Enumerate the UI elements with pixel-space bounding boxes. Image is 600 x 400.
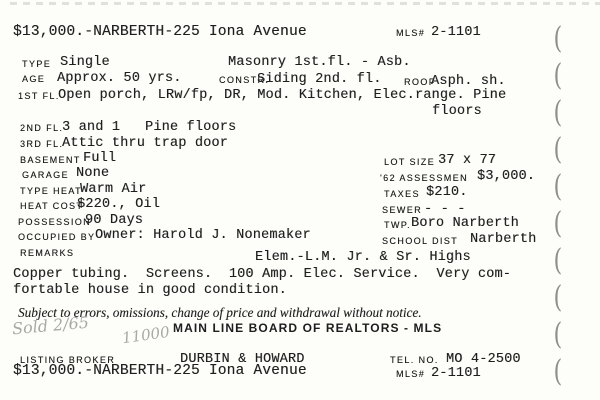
binding-mark-icon: ( bbox=[553, 317, 563, 352]
field-2ndfl-label: 2ND FL. bbox=[20, 123, 64, 133]
header-mls-value: 2-1101 bbox=[431, 25, 481, 40]
field-possession-label: POSSESSION bbox=[18, 217, 92, 227]
binding-mark-icon: ( bbox=[553, 58, 563, 93]
binding-mark-icon: ( bbox=[553, 354, 563, 389]
field-constr-label: CONSTR. bbox=[219, 75, 270, 85]
disclaimer-text: Subject to errors, omissions, change of price and withdrawal without notice. bbox=[18, 305, 422, 320]
field-assessment-label: '62 ASSESSMEN bbox=[380, 173, 468, 183]
field-assessment-value: $3,000. bbox=[477, 169, 536, 184]
field-age-label: AGE bbox=[22, 74, 46, 84]
field-typeheat-label: TYPE HEAT bbox=[20, 186, 82, 196]
header-mls-label: MLS# bbox=[396, 28, 426, 38]
field-schools-line: Elem.-L.M. Jr. & Sr. Highs bbox=[255, 250, 471, 265]
field-schooldist-label: SCHOOL DIST bbox=[382, 236, 459, 246]
handwritten-price-note: 11000 bbox=[120, 322, 171, 348]
listing-broker-label: LISTING BROKER bbox=[20, 355, 116, 365]
field-twp-value: Boro Narberth bbox=[411, 216, 519, 231]
field-sewer-value: - - - bbox=[424, 202, 466, 217]
footer-mls-value: 2-1101 bbox=[431, 366, 481, 381]
field-possession-value: 90 Days bbox=[85, 213, 144, 228]
field-1stfl-label: 1ST FL. bbox=[18, 91, 60, 101]
header-price-address: $13,000.-NARBERTH-225 Iona Avenue bbox=[13, 24, 307, 40]
field-occupiedby-label: OCCUPIED BY bbox=[18, 232, 96, 242]
handwritten-sold-note: Sold 2/65 bbox=[11, 312, 90, 339]
binding-mark-icon: ( bbox=[553, 169, 563, 204]
footer-mls-label: MLS# bbox=[396, 369, 426, 379]
field-lotsize-label: LOT SIZE bbox=[384, 157, 436, 167]
binding-mark-icon: ( bbox=[553, 21, 563, 56]
field-type-value: Single bbox=[60, 55, 110, 70]
field-taxes-label: TAXES bbox=[384, 189, 420, 199]
binding-mark-icon: ( bbox=[553, 280, 563, 315]
board-of-realtors-line: MAIN LINE BOARD OF REALTORS - MLS bbox=[173, 321, 443, 335]
binding-mark-icon: ( bbox=[553, 206, 563, 241]
field-basement-value: Full bbox=[83, 151, 117, 166]
field-roof-value: Asph. sh. bbox=[431, 74, 506, 89]
field-roof-label: ROOF bbox=[404, 77, 436, 87]
field-heatcost-value: $220., Oil bbox=[77, 197, 161, 212]
field-occupiedby-value: Owner: Harold J. Nonemaker bbox=[95, 228, 311, 243]
listing-broker-value: DURBIN & HOWARD bbox=[180, 352, 305, 367]
field-sewer-label: SEWER bbox=[382, 205, 423, 215]
field-age-value: Approx. 50 yrs. bbox=[57, 71, 182, 86]
field-3rdfl-value: Attic thru trap door bbox=[62, 136, 229, 151]
field-remarks-label: REMARKS bbox=[20, 248, 75, 258]
binding-mark-icon: ( bbox=[553, 132, 563, 167]
tel-no-value: MO 4-2500 bbox=[446, 352, 521, 367]
tel-no-label: TEL. NO. bbox=[390, 355, 439, 365]
field-taxes-value: $210. bbox=[426, 185, 468, 200]
field-typeheat-value: Warm Air bbox=[80, 182, 147, 197]
field-2ndfl-value: 3 and 1 Pine floors bbox=[62, 120, 237, 135]
field-type-label: TYPE bbox=[22, 59, 52, 69]
remarks-line2: fortable house in good condition. bbox=[13, 283, 287, 298]
field-lotsize-value: 37 x 77 bbox=[438, 153, 497, 168]
field-garage-label: GARAGE bbox=[22, 170, 69, 180]
perforation-edge bbox=[10, 2, 600, 5]
remarks-line1: Copper tubing. Screens. 100 Amp. Elec. Service. Very com- bbox=[13, 267, 512, 282]
binding-mark-icon: ( bbox=[553, 243, 563, 278]
field-basement-label: BASEMENT bbox=[20, 155, 81, 165]
field-constr-value: Siding 2nd. fl. bbox=[257, 72, 382, 87]
binding-mark-icon: ( bbox=[553, 95, 563, 130]
footer-price-address: $13,000.-NARBERTH-225 Iona Avenue bbox=[13, 363, 307, 379]
field-1stfl-value: Open porch, LRw/fp, DR, Mod. Kitchen, Elec.range. Pine bbox=[58, 88, 507, 103]
field-1stfl-cont: floors bbox=[432, 104, 482, 119]
field-constr-line1: Masonry 1st.fl. - Asb. bbox=[228, 55, 411, 70]
field-schooldist-value: Narberth bbox=[470, 232, 537, 247]
field-heatcost-label: HEAT COST bbox=[20, 201, 84, 211]
field-garage-value: None bbox=[76, 166, 110, 181]
field-3rdfl-label: 3RD FL. bbox=[20, 139, 64, 149]
field-twp-label: TWP. bbox=[384, 220, 411, 230]
